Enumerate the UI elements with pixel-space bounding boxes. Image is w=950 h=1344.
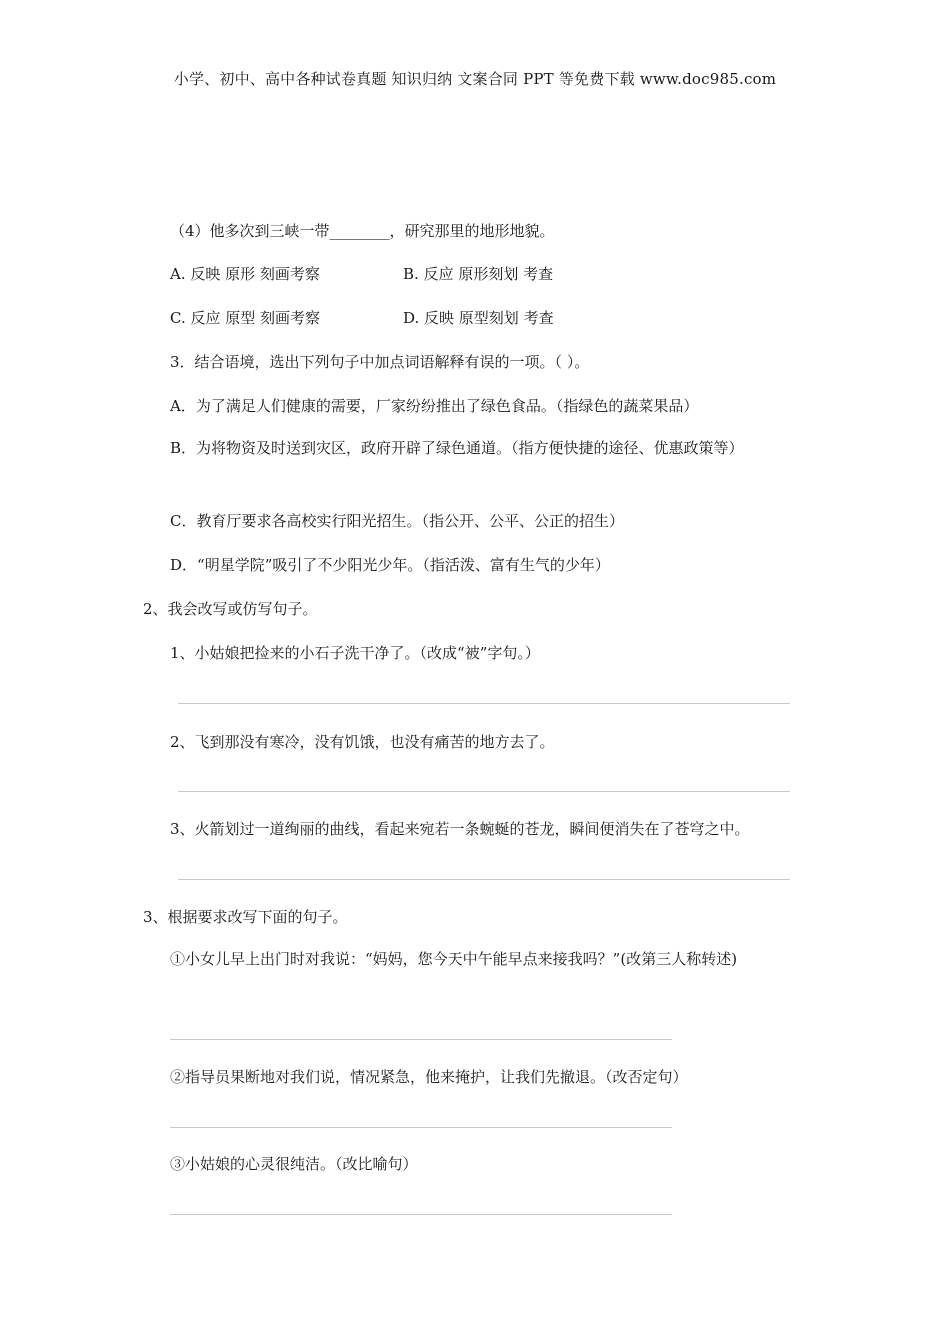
q3-option-d: D．“明星学院”吸引了不少阳光少年。（指活泼、富有生气的少年） <box>170 556 610 574</box>
q3-stem: 3．结合语境，选出下列句子中加点词语解释有误的一项。（ ）。 <box>170 353 590 371</box>
answer-line-3-2 <box>170 1127 672 1128</box>
q3-option-a: A．为了满足人们健康的需要，厂家纷纷推出了绿色食品。（指绿色的蔬菜果品） <box>170 397 699 415</box>
q3-option-b: B．为将物资及时送到灾区，政府开辟了绿色通道。（指方便快捷的途径、优惠政策等） <box>170 439 744 457</box>
answer-line-2-2 <box>178 791 790 792</box>
section2-title: 2、我会改写或仿写句子。 <box>143 600 318 618</box>
q4-option-a: A. 反映 原形 刻画考察 <box>170 265 320 283</box>
section3-title: 3、根据要求改写下面的句子。 <box>143 908 348 926</box>
q4-stem: （4）他多次到三峡一带________，研究那里的地形地貌。 <box>170 222 555 240</box>
page-header: 小学、初中、高中各种试卷真题 知识归纳 文案合同 PPT 等免费下载 www.doc985.com <box>173 70 777 88</box>
q4-option-d: D. 反映 原型刻划 考查 <box>403 309 554 327</box>
section2-item2: 2、飞到那没有寒冷，没有饥饿，也没有痛苦的地方去了。 <box>170 733 555 751</box>
answer-line-2-3 <box>178 879 790 880</box>
section3-item1: ①小女儿早上出门时对我说：“妈妈，您今天中午能早点来接我吗？”(改第三人称转述) <box>170 950 738 968</box>
answer-line-3-3 <box>170 1214 672 1215</box>
section2-item1: 1、小姑娘把捡来的小石子洗干净了。（改成“被”字句。） <box>170 644 540 662</box>
answer-line-2-1 <box>178 703 790 704</box>
answer-line-3-1 <box>170 1039 672 1040</box>
q4-option-b: B. 反应 原形刻划 考查 <box>403 265 554 283</box>
q3-option-c: C．教育厅要求各高校实行阳光招生。（指公开、公平、公正的招生） <box>170 512 624 530</box>
section2-item3: 3、火箭划过一道绚丽的曲线，看起来宛若一条蜿蜒的苍龙，瞬间便消失在了苍穹之中。 <box>170 820 750 838</box>
section3-item2: ②指导员果断地对我们说，情况紧急，他来掩护，让我们先撤退。（改否定句） <box>170 1068 688 1086</box>
section3-item3: ③小姑娘的心灵很纯洁。（改比喻句） <box>170 1155 418 1173</box>
q4-option-c: C. 反应 原型 刻画考察 <box>170 309 321 327</box>
